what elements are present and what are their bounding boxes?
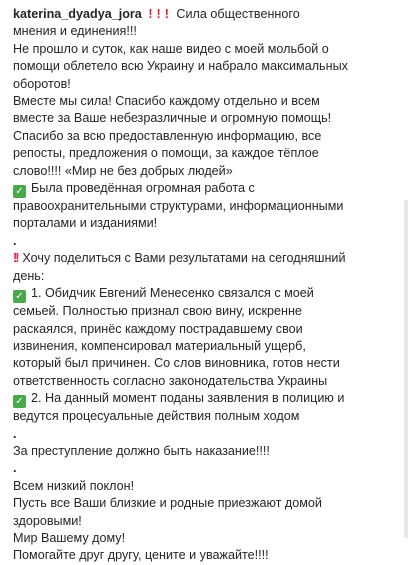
caption-text: 1. Обидчик Евгений Менесенко связался с моей xyxy=(31,286,314,301)
green-check-box-icon: ✓ xyxy=(13,185,26,198)
caption-text: 2. На данный момент поданы заявления в полицию и xyxy=(31,391,345,406)
separator-dot: . xyxy=(13,426,17,441)
caption-line: За преступление должно быть наказание!!!! xyxy=(13,443,270,458)
caption-line-check xyxy=(13,180,401,198)
caption-line: помощи облетело всю Украину и набрало максимальных xyxy=(13,59,348,74)
caption-line: Спасибо за всю предоставленную информацию, все xyxy=(13,128,322,143)
caption-line: репосты, предложения о помощи, за каждое тёплое xyxy=(13,146,319,161)
caption-line: семьей. Полностью признал свою вину, искренне xyxy=(13,304,302,319)
separator-dot: . xyxy=(13,233,17,248)
caption-text: Сила общественного xyxy=(176,7,300,21)
caption-line: который был причинен. Со слов виновника, готов нести xyxy=(13,356,340,371)
separator-dot: . xyxy=(13,461,17,476)
caption-line-2: мнения и единения!!! xyxy=(13,24,137,39)
caption-line: порталами и изданиями! xyxy=(13,216,158,231)
scrollbar[interactable] xyxy=(404,200,408,538)
caption-line: день: xyxy=(13,268,45,283)
caption-line-check xyxy=(13,285,401,303)
green-check-box-icon: ✓ xyxy=(13,290,26,303)
caption-line: Не прошло и суток, как наше видео с моей мольбой о xyxy=(13,41,329,56)
caption-line: Пусть все Ваши близкие и родные приезжают домой xyxy=(13,496,322,511)
caption-line: здоровыми! xyxy=(13,513,82,528)
caption-line: слово!!!! «Мир не без добрых людей» xyxy=(13,163,233,178)
username-link[interactable]: katerina_dyadya_jora xyxy=(13,7,142,21)
caption-line: ответственность согласно законодательства Украины xyxy=(13,373,328,388)
caption-line: вместе за Ваше небезразличные и огромную помощь! xyxy=(13,111,332,126)
caption-text: Хочу поделиться с Вами результатами на сегодняшний xyxy=(22,251,346,266)
caption-line: оборотов! xyxy=(13,76,71,91)
caption-line: Помогайте друг другу, цените и уважайте!!!! xyxy=(13,548,269,563)
green-check-box-icon: ✓ xyxy=(13,395,26,408)
caption-line: Всем низкий поклон! xyxy=(13,478,135,493)
caption-line-check xyxy=(13,390,401,408)
red-exclamation-icon: ! xyxy=(164,7,169,21)
red-double-exclamation-icon: !! xyxy=(13,251,18,266)
caption-line-1 xyxy=(13,6,401,23)
red-exclamation-icon: ! xyxy=(148,7,153,21)
caption-line-alert xyxy=(13,250,401,267)
caption-line: извинения, компенсировал материальный ущерб, xyxy=(13,338,306,353)
caption-line: ведутся процесуальные действия полным ходом xyxy=(13,409,300,424)
post-caption xyxy=(13,6,401,565)
caption-line: правоохранительными структурами, информационными xyxy=(13,199,344,214)
red-exclamation-icon: ! xyxy=(156,7,161,21)
caption-line: раскаялся, принёс каждому пострадавшему свои xyxy=(13,321,303,336)
caption-text: Была проведённая огромная работа с xyxy=(31,181,255,196)
caption-line: Мир Вашему дому! xyxy=(13,530,126,545)
caption-line: Вместе мы сила! Спасибо каждому отдельно и всем xyxy=(13,94,320,109)
